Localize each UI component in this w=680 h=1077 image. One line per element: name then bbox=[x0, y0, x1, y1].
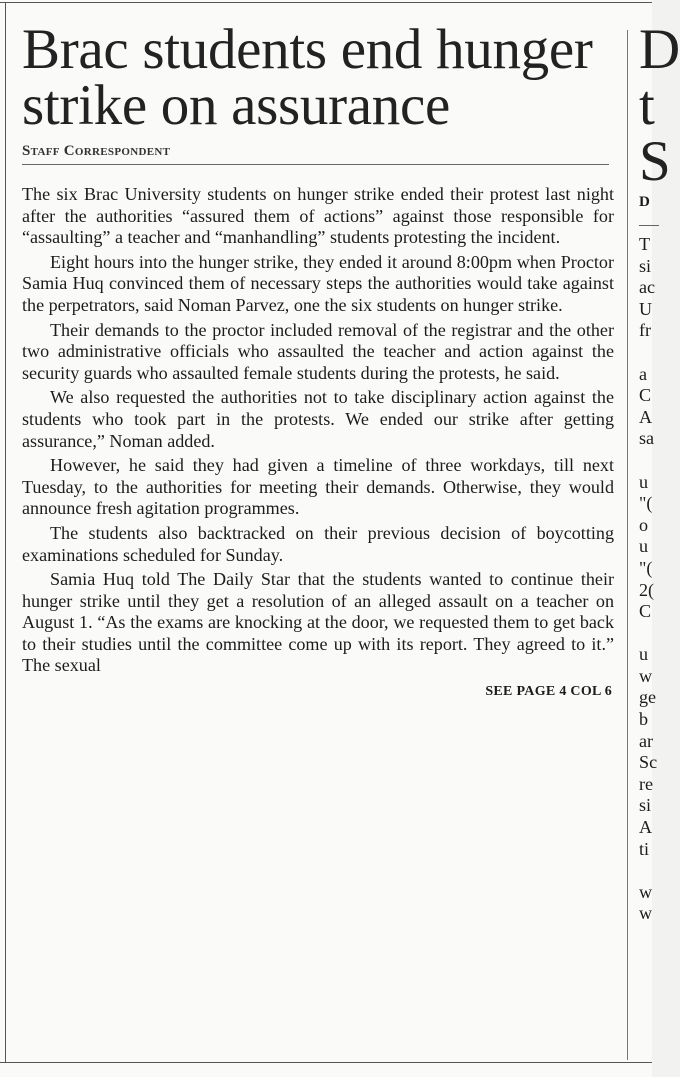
adjacent-text-line: C bbox=[639, 385, 652, 406]
adjacent-text-line: sa bbox=[639, 428, 655, 449]
adjacent-text-line: b bbox=[639, 709, 649, 730]
adjacent-text-line: C bbox=[639, 601, 652, 622]
article-paragraph: Eight hours into the hunger strike, they ended it around 8:00pm when Proctor Samia Huq convinced them of necessary steps the authorities would take against the perpetrators, said Noman Parvez, one the six students on hunger strike. bbox=[22, 251, 614, 315]
adjacent-text-line: w bbox=[639, 881, 653, 902]
adjacent-text-line: A bbox=[639, 406, 653, 427]
adjacent-text-line: A bbox=[639, 817, 653, 838]
article-paragraph: Samia Huq told The Daily Star that the students wanted to continue their hunger strike until they get a resolution of an alleged assault on a teacher on August 1. “As the exams are knocking at the door, we requested them to get back to their studies until the committee come up with its report. They agreed to it.” The sexual bbox=[22, 569, 614, 676]
article-paragraph: However, he said they had given a timeline of three workdays, till next Tuesday, to the authorities for meeting their demands. Otherwise, they would announce fresh agitation programmes. bbox=[22, 455, 614, 519]
adjacent-headline-line: t bbox=[639, 74, 655, 137]
article-paragraph: The six Brac University students on hunger strike ended their protest last night after the authorities “assured them of actions” against those responsible for “assaulting” a teacher and “manhandling” students protesting the incident. bbox=[22, 184, 614, 248]
adjacent-text-line: fr bbox=[639, 320, 652, 341]
adjacent-text-line: w bbox=[639, 903, 653, 924]
adjacent-article-fragment bbox=[639, 18, 680, 925]
adjacent-text-line: o bbox=[639, 514, 649, 535]
adjacent-text-line bbox=[639, 450, 659, 472]
article bbox=[22, 18, 614, 700]
adjacent-text-line: w bbox=[639, 665, 653, 686]
adjacent-text-line: u bbox=[639, 471, 649, 492]
adjacent-text-line: si bbox=[639, 255, 652, 276]
adjacent-text-line: U bbox=[639, 298, 653, 319]
adjacent-text bbox=[639, 234, 659, 925]
adjacent-byline: D bbox=[639, 194, 650, 210]
adjacent-text-line: ge bbox=[639, 687, 657, 708]
byline-rule bbox=[22, 164, 609, 165]
adjacent-text-line bbox=[639, 342, 659, 364]
adjacent-headline-line: S bbox=[639, 130, 671, 193]
continuation-note: SEE PAGE 4 COL 6 bbox=[485, 684, 612, 700]
article-headline: Brac students end hunger strike on assurance bbox=[22, 18, 593, 137]
adjacent-text-line: a bbox=[639, 363, 648, 384]
adjacent-text-line: "( bbox=[639, 493, 653, 514]
adjacent-text-line bbox=[639, 623, 659, 645]
adjacent-text-line: ar bbox=[639, 730, 654, 751]
adjacent-text-line: u bbox=[639, 536, 649, 557]
adjacent-rule bbox=[639, 225, 659, 226]
article-byline: Staff Correspondent bbox=[22, 143, 171, 159]
article-paragraph: We also requested the authorities not to take disciplinary action against the students who took part in the protests. We ended our strike after getting assurance,” Noman added. bbox=[22, 387, 614, 451]
adjacent-text-line: re bbox=[639, 773, 654, 794]
article-paragraph: The students also backtracked on their previous decision of boycotting examinations scheduled for Sunday. bbox=[22, 522, 614, 565]
adjacent-text-line: ac bbox=[639, 277, 656, 298]
article-body bbox=[22, 184, 614, 677]
adjacent-text-line bbox=[639, 860, 659, 882]
adjacent-text-line: 2( bbox=[639, 579, 655, 600]
adjacent-text-line: "( bbox=[639, 557, 653, 578]
column-divider bbox=[627, 30, 628, 1060]
adjacent-headline-line: D bbox=[639, 18, 680, 81]
adjacent-text-line: ti bbox=[639, 838, 650, 859]
article-paragraph: Their demands to the proctor included removal of the registrar and the other two administrative officials who assaulted the teacher and action against the security guards who assaulted female students during the protests, he said. bbox=[22, 319, 614, 383]
frame-top-rule bbox=[0, 2, 652, 3]
frame-bottom-rule bbox=[0, 1062, 652, 1063]
adjacent-text-line: Sc bbox=[639, 752, 658, 773]
frame-left-rule bbox=[5, 2, 6, 1062]
adjacent-text-line: u bbox=[639, 644, 649, 665]
adjacent-text-line: si bbox=[639, 795, 652, 816]
adjacent-text-line: T bbox=[639, 234, 651, 254]
